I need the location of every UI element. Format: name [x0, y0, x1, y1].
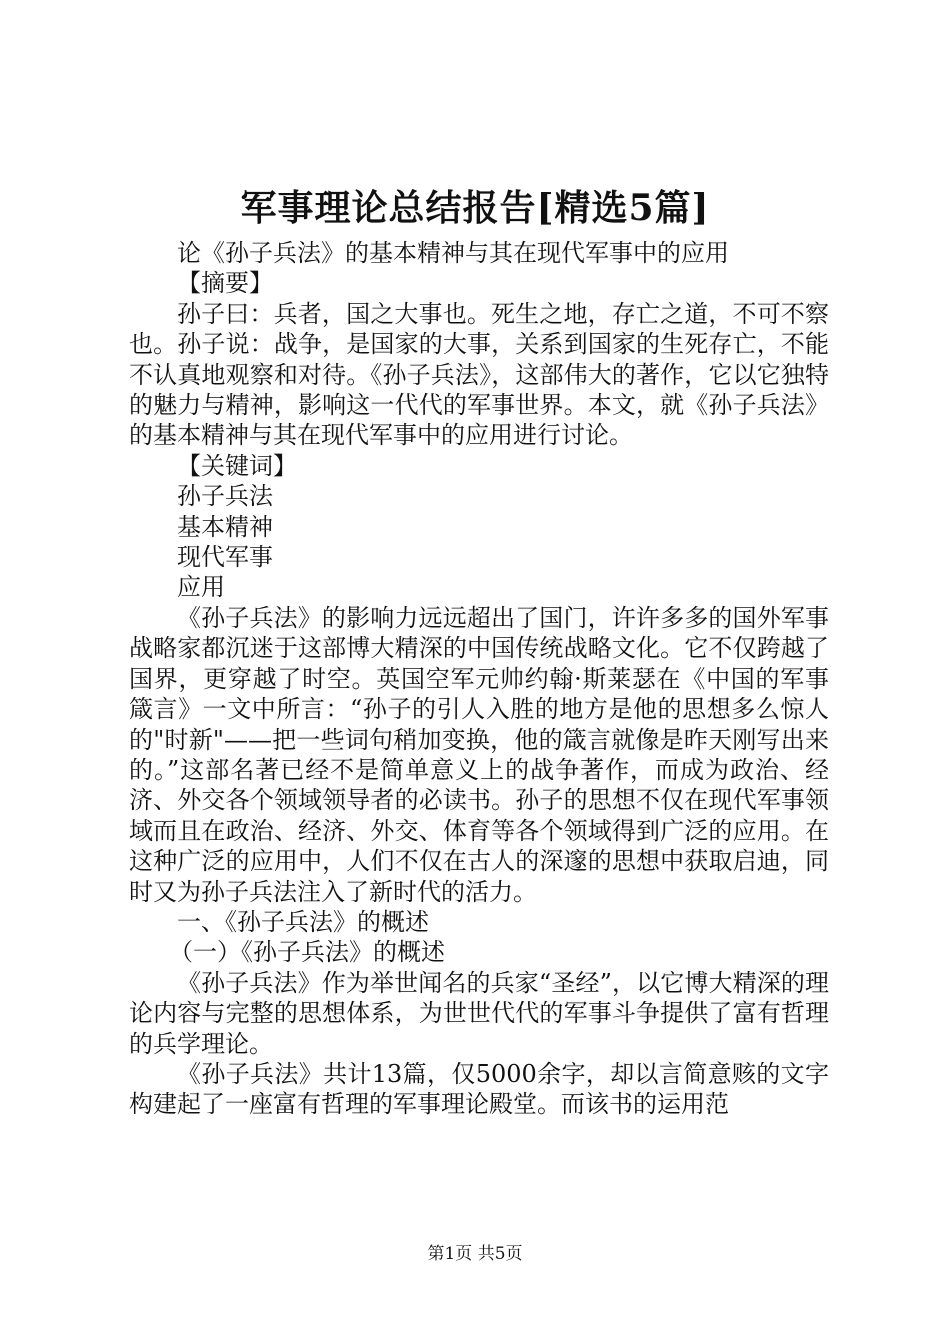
- document-title: 军事理论总结报告[精选5篇]: [240, 187, 710, 229]
- abstract-paragraph: 孙子曰：兵者，国之大事也。死生之地，存亡之道，不可不察也。孙子说：战争，是国家的大事，关系到国家的生死存亡，不能不认真地观察和对待。《孙子兵法》，这部伟大的著作，它以它独特的魅力与精神，影响这一代代的军事世界。本文，就《孙子兵法》的基本精神与其在现代军事中的应用进行讨论。: [129, 299, 829, 450]
- keyword-item: 基本精神: [177, 512, 273, 541]
- subsection-heading: （一）《孙子兵法》的概述: [169, 938, 445, 967]
- section-heading: 一、《孙子兵法》的概述: [177, 907, 429, 936]
- body-paragraph: 《孙子兵法》作为举世闻名的兵家“圣经”，以它博大精深的理论内容与完整的思想体系，为世世代代的军事斗争提供了富有哲理的兵学理论。: [129, 968, 829, 1058]
- keyword-item: 应用: [177, 573, 225, 602]
- abstract-heading: 【摘要】: [177, 269, 273, 298]
- keyword-item: 现代军事: [177, 543, 273, 572]
- keyword-item: 孙子兵法: [177, 482, 273, 511]
- document-body: [129, 238, 829, 1120]
- page-footer: 第1页 共5页: [427, 1244, 523, 1264]
- body-paragraph: 《孙子兵法》共计13篇，仅5000余字，却以言简意赅的文字构建起了一座富有哲理的军事理论殿堂。而该书的运用范: [129, 1059, 829, 1119]
- keywords-heading: 【关键词】: [177, 451, 297, 480]
- subtitle-paragraph: 论《孙子兵法》的基本精神与其在现代军事中的应用: [177, 239, 729, 267]
- body-paragraph: 《孙子兵法》的影响力远远超出了国门，许许多多的国外军事战略家都沉迷于这部博大精深的中国传统战略文化。它不仅跨越了国界，更穿越了时空。英国空军元帅约翰·斯莱瑟在《中国的军事箴言》一文中所言：“孙子的引人入胜的地方是他的思想多么惊人的"时新"——把一些词句稍加变换，他的箴言就像是昨天刚写出来的。”这部名著已经不是简单意义上的战争著作，而成为政治、经济、外交各个领域领导者的必读书。孙子的思想不仅在现代军事领域而且在政治、经济、外交、体育等各个领域得到广泛的应用。在这种广泛的应用中，人们不仅在古人的深邃的思想中获取启迪，同时又为孙子兵法注入了新时代的活力。: [129, 603, 829, 906]
